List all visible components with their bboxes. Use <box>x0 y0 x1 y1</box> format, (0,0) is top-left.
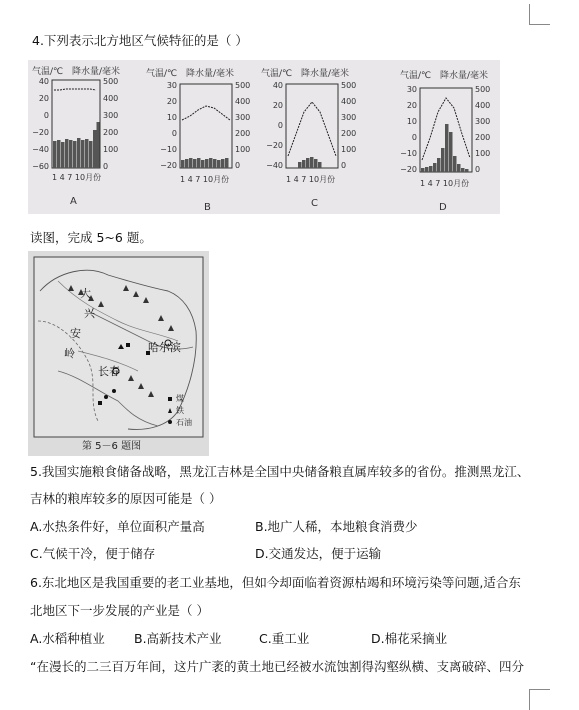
precip-tick-c-2: 300 <box>341 113 357 122</box>
climate-chart-b <box>146 67 250 213</box>
month-axis-c: 1 4 7 10月份 <box>286 175 336 184</box>
legend-iron: 铁 <box>176 406 184 415</box>
question-6-stem-line2: 北地区下一步发展的产业是（ ） <box>30 603 209 618</box>
month-axis-d: 1 4 7 10月份 <box>420 179 470 188</box>
northeast-map-figure <box>28 251 209 456</box>
precip-tick-d-5: 0 <box>475 165 481 174</box>
climate-chart-a <box>32 65 120 207</box>
temp-tick-d-0: 30 <box>406 85 417 94</box>
temp-tick-b-3: 0 <box>171 129 177 138</box>
precip-tick-c-3: 200 <box>341 129 357 138</box>
read-figure-instruction: 读图，完成 5~6 题。 <box>30 230 152 245</box>
question-5-option-b: B.地广人稀，本地粮食消费少 <box>255 519 418 534</box>
map-label-changchun: 长春 <box>98 365 120 378</box>
precip-tick-b-3: 200 <box>235 129 251 138</box>
temp-tick-a-3: −20 <box>32 128 49 137</box>
precip-tick-b-1: 400 <box>235 97 251 106</box>
temp-tick-a-2: 0 <box>43 111 49 120</box>
map-caption: 第 5－6 题图 <box>82 441 142 452</box>
temp-tick-a-5: −60 <box>32 162 49 171</box>
chart-letter-c: C <box>311 198 318 209</box>
temp-tick-b-1: 20 <box>166 97 177 106</box>
climate-chart-d <box>400 69 490 213</box>
question-5-stem-line2: 吉林的粮库较多的原因可能是（ ） <box>30 491 222 506</box>
legend-oil: 石油 <box>176 418 192 427</box>
precip-tick-c-1: 400 <box>341 97 357 106</box>
precip-tick-d-3: 200 <box>475 133 491 142</box>
precip-tick-a-3: 200 <box>103 128 119 137</box>
chart-letter-d: D <box>439 202 447 213</box>
precip-tick-c-4: 100 <box>341 145 357 154</box>
map-label-harbin: 哈尔滨 <box>148 341 181 354</box>
temp-tick-a-4: −40 <box>32 145 49 154</box>
map-label-da: 大 <box>80 287 91 300</box>
chart-letter-a: A <box>70 196 77 207</box>
precip-tick-a-0: 500 <box>103 77 119 86</box>
legend-coal: 煤 <box>176 394 184 403</box>
temp-tick-d-5: −20 <box>400 165 417 174</box>
question-6-option-d: D.棉花采摘业 <box>371 631 448 646</box>
temp-tick-c-2: 0 <box>277 121 283 130</box>
passage-first-line: “在漫长的二三百万年间，这片广袤的黄土地已经被水流蚀割得沟壑纵横、支离破碎、四分 <box>30 659 524 674</box>
temp-tick-c-4: −40 <box>266 161 283 170</box>
month-axis-b: 1 4 7 10月份 <box>180 175 230 184</box>
climate-chart-c <box>261 67 356 209</box>
temp-tick-c-0: 40 <box>272 81 283 90</box>
temp-tick-b-5: −20 <box>160 161 177 170</box>
temp-tick-d-1: 20 <box>406 101 417 110</box>
precip-tick-b-0: 500 <box>235 81 251 90</box>
temp-tick-d-2: 10 <box>406 117 417 126</box>
temp-tick-b-0: 30 <box>166 81 177 90</box>
question-5-option-a: A.水热条件好，单位面积产量高 <box>30 519 205 534</box>
question-4-stem: 4.下列表示北方地区气候特征的是（ ） <box>32 33 248 48</box>
precip-tick-d-4: 100 <box>475 149 491 158</box>
precip-tick-a-1: 400 <box>103 94 119 103</box>
precip-tick-a-5: 0 <box>103 162 109 171</box>
precip-unit-c: 降水量/毫米 <box>301 69 350 79</box>
temp-tick-d-3: 0 <box>411 133 417 142</box>
temp-tick-d-4: −10 <box>400 149 417 158</box>
precip-unit-d: 降水量/毫米 <box>440 71 489 81</box>
question-6-option-c: C.重工业 <box>259 631 310 646</box>
precip-tick-a-2: 300 <box>103 111 119 120</box>
question-5-stem-line1: 5.我国实施粮食储备战略，黑龙江吉林是全国中央储备粮直属库较多的省份。推测黑龙江、 <box>30 464 530 479</box>
question-6-option-a: A.水稻种植业 <box>30 631 105 646</box>
question-5-option-d: D.交通发达，便于运输 <box>255 546 382 561</box>
temp-tick-a-0: 40 <box>38 77 49 86</box>
precip-unit-b: 降水量/毫米 <box>186 69 235 79</box>
crop-mark-bottom-right <box>529 689 550 710</box>
temp-tick-b-2: 10 <box>166 113 177 122</box>
crop-mark-top-right <box>529 4 550 25</box>
temp-unit-c: 气温/℃ <box>261 69 293 79</box>
precip-unit-a: 降水量/毫米 <box>72 67 121 77</box>
precip-tick-a-4: 100 <box>103 145 119 154</box>
temp-unit-b: 气温/℃ <box>146 69 178 79</box>
question-5-option-c: C.气候干冷，便于储存 <box>30 546 156 561</box>
map-label-ling: 岭 <box>64 347 75 360</box>
question-6-stem-line1: 6.东北地区是我国重要的老工业基地，但如今却面临着资源枯竭和环境污染等问题,适合东 <box>30 575 521 590</box>
precip-tick-b-5: 0 <box>235 161 241 170</box>
precip-tick-b-4: 100 <box>235 145 251 154</box>
month-axis-a: 1 4 7 10月份 <box>52 173 102 182</box>
precip-tick-d-1: 400 <box>475 101 491 110</box>
precip-tick-c-0: 500 <box>341 81 357 90</box>
chart-letter-b: B <box>204 202 211 213</box>
precip-tick-b-2: 300 <box>235 113 251 122</box>
map-label-an: 安 <box>70 327 81 340</box>
question-6-option-b: B.高新技术产业 <box>134 631 222 646</box>
temp-tick-c-1: 20 <box>272 101 283 110</box>
precip-tick-c-5: 0 <box>341 161 347 170</box>
climate-charts-figure <box>28 60 500 214</box>
precip-tick-d-0: 500 <box>475 85 491 94</box>
temp-tick-c-3: −20 <box>266 141 283 150</box>
temp-tick-b-4: −10 <box>160 145 177 154</box>
temp-tick-a-1: 20 <box>38 94 49 103</box>
map-label-xing: 兴 <box>84 307 95 320</box>
temp-unit-a: 气温/℃ <box>32 67 64 77</box>
precip-tick-d-2: 300 <box>475 117 491 126</box>
temp-unit-d: 气温/℃ <box>400 71 432 81</box>
